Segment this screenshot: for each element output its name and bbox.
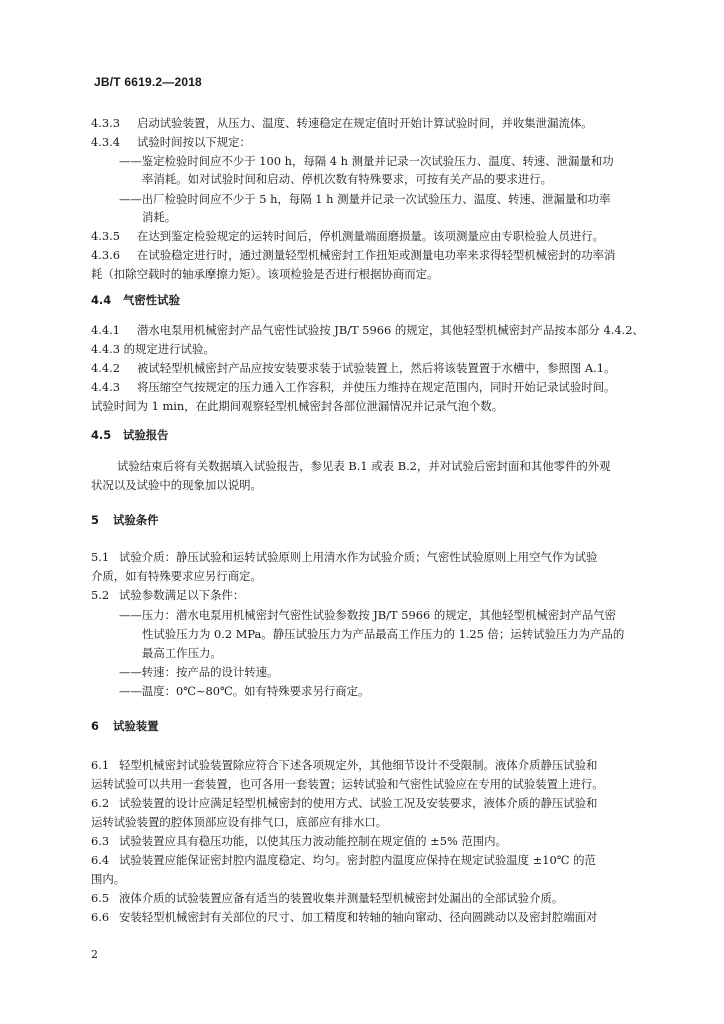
list-item-line: 消耗。 [142,210,177,224]
clause-text: 被试轻型机械密封产品应按安装要求装于试验装置上，然后将该装置置于水槽中，参照图 A.1。 [137,361,616,375]
paragraph-line: 试验结束后将有关数据填入试验报告，参见表 B.1 或表 B.2，并对试验后密封面和其他零件的外观 [117,459,611,473]
list-item-line: ——温度：0℃~80℃。如有特殊要求另行商定。 [119,684,370,698]
clause-number: 5.1 [91,550,110,564]
section-number: 4.4 [91,293,112,307]
section-number: 5 [91,513,99,527]
clause-text: 在试验稳定进行时，通过测量轻型机械密封工作扭矩或测量电功率来求得轻型机械密封的功率消 [137,248,616,262]
clause-text: 液体介质的试验装置应备有适当的装置收集并测量轻型机械密封处漏出的全部试验介质。 [119,891,564,905]
clause-number: 4.3.4 [91,135,120,149]
paragraph-line: 状况以及试验中的现象加以说明。 [91,478,262,492]
clause-4-3-6 [91,248,615,263]
clause-4-3-3 [91,116,593,131]
section-number: 4.5 [91,428,112,442]
clause-number: 6.5 [91,891,110,905]
paragraph-line: 运转试验可以共用一套装置，也可各用一套装置；运转试验和气密性试验应在专用的试验装置上进行。 [91,777,604,791]
clause-text: 试验时间按以下规定： [137,135,251,149]
clause-text: 轻型机械密封试验装置除应符合下述各项规定外，其他细节设计不受限制。液体介质静压试验和 [119,758,598,772]
clause-number: 6.2 [91,796,110,810]
clause-text: 安装轻型机械密封有关部位的尺寸、加工精度和转轴的轴向窜动、径向圆跳动以及密封腔端面对 [119,910,598,924]
section-heading-4-4 [91,293,180,308]
clause-text: 试验介质：静压试验和运转试验原则上用清水作为试验介质；气密性试验原则上用空气作为试验 [119,550,598,564]
list-item-line: ——出厂检验时间应不少于 5 h，每隔 1 h 测量并记录一次试验压力、温度、转速、泄漏量和功率 [119,192,611,206]
clause-number: 4.3.5 [91,229,120,243]
clause-text: 启动试验装置，从压力、温度、转速稳定在规定值时开始计算试验时间，并收集泄漏流体。 [137,116,593,130]
section-heading-4-5 [91,428,169,443]
paragraph-line: 运转试验装置的腔体顶部应设有排气口，底部应有排水口。 [91,815,388,829]
list-item-line: 最高工作压力。 [142,646,222,660]
clause-text: 潜水电泵用机械密封产品气密性试验按 JB/T 5966 的规定，其他轻型机械密封产品按本部分 4.4.2、 [137,323,644,337]
clause-number: 4.4.2 [91,361,120,375]
list-item-line: ——鉴定检验时间应不少于 100 h，每隔 4 h 测量并记录一次试验压力、温度、转速、泄漏量和功 [119,154,614,168]
clause-number: 4.4.3 [91,380,120,394]
clause-text: 试验参数满足以下条件： [119,588,245,602]
paragraph-line: 4.4.3 的规定进行试验。 [91,342,215,356]
clause-5-2 [91,588,244,603]
clause-6-6 [91,910,597,925]
clause-text: 将压缩空气按规定的压力通入工作容积，并使压力维持在规定范围内，同时开始记录试验时间。 [137,380,616,394]
clause-4-4-1 [91,323,644,338]
paragraph-line: 介质，如有特殊要求应另行商定。 [91,569,262,583]
clause-5-1 [91,550,597,565]
clause-number: 4.3.6 [91,248,120,262]
section-title: 试验条件 [113,513,159,527]
clause-text: 在达到鉴定检验规定的运转时间后，停机测量端面磨损量。该项测量应由专职检验人员进行。 [137,229,605,243]
paragraph-line: 围内。 [91,872,126,886]
page-number: 2 [91,948,98,961]
clause-4-3-5 [91,229,604,244]
clause-6-1 [91,758,597,773]
section-title: 试验报告 [123,428,169,442]
clause-number: 6.6 [91,910,110,924]
clause-6-2 [91,796,597,811]
paragraph-line: 耗（扣除空载时的轴承摩擦力矩）。该项检验是否进行根据协商而定。 [91,267,439,281]
paragraph-line: 试验时间为 1 min，在此期间观察轻型机械密封各部位泄漏情况并记录气泡个数。 [91,399,504,413]
clause-4-4-3 [91,380,615,395]
clause-4-4-2 [91,361,615,376]
list-item-line: 率消耗。如对试验时间和启动、停机次数有特殊要求，可按有关产品的要求进行。 [142,172,553,186]
list-item-line: ——转速：按产品的设计转速。 [119,665,279,679]
section-heading-6 [91,719,159,734]
clause-number: 6.3 [91,834,110,848]
section-title: 试验装置 [113,719,159,733]
clause-6-5 [91,891,563,906]
clause-number: 4.4.1 [91,323,120,337]
section-heading-5 [91,513,159,528]
section-number: 6 [91,719,99,733]
clause-number: 5.2 [91,588,110,602]
clause-number: 4.3.3 [91,116,120,130]
clause-text: 试验装置的设计应满足轻型机械密封的使用方式、试验工况及安装要求，液体介质的静压试验和 [119,796,598,810]
list-item-line: 性试验压力为 0.2 MPa。静压试验压力为产品最高工作压力的 1.25 倍；运转试验压力为产品的 [142,627,625,641]
clause-number: 6.1 [91,758,110,772]
clause-4-3-4 [91,135,251,150]
clause-text: 试验装置应能保证密封腔内温度稳定、均匀。密封腔内温度应保持在规定试验温度 ±10℃ 的范 [119,853,596,867]
list-item-line: ——压力：潜水电泵用机械密封气密性试验参数按 JB/T 5966 的规定，其他轻型机械密封产品气密 [119,608,617,622]
clause-number: 6.4 [91,853,110,867]
section-title: 气密性试验 [123,293,180,307]
clause-text: 试验装置应具有稳压功能，以使其压力波动能控制在规定值的 ±5% 范围内。 [119,834,507,848]
clause-6-4 [91,853,596,868]
standard-header: JB/T 6619.2—2018 [94,75,202,89]
clause-6-3 [91,834,507,849]
